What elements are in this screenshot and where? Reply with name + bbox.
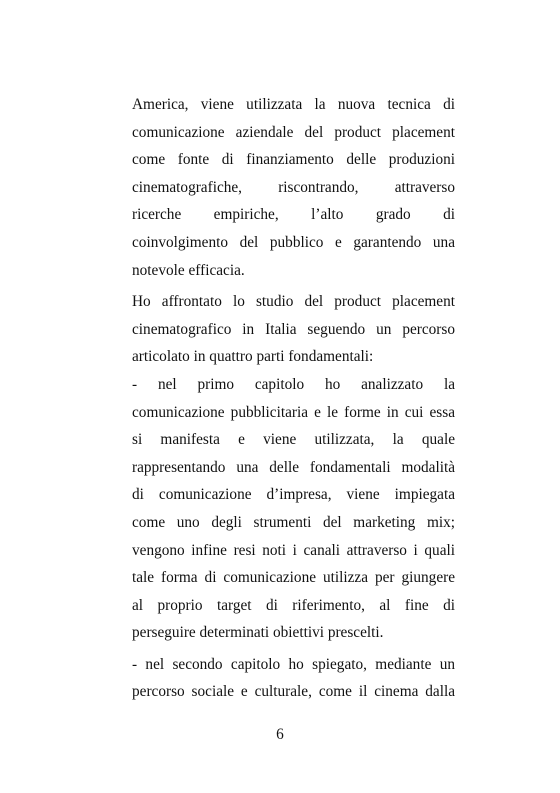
text-line: come uno degli strumenti del marketing mix; bbox=[132, 513, 455, 531]
paragraph bbox=[132, 288, 455, 647]
paragraph bbox=[132, 651, 455, 706]
text-line: America, viene utilizzata la nuova tecnica di bbox=[132, 96, 455, 113]
text-line: al proprio target di riferimento, al fine di bbox=[132, 596, 455, 614]
text-line: tale forma di comunicazione utilizza per giungere bbox=[132, 569, 455, 587]
text-line: ricerche empiriche, l’alto grado di bbox=[132, 206, 455, 224]
text-line: comunicazione aziendale del product placement bbox=[132, 123, 455, 141]
text-line: rappresentando una delle fondamentali modalità bbox=[132, 458, 455, 476]
text-line: vengono infine resi noti i canali attraverso i quali bbox=[132, 541, 455, 559]
text-line: Ho affrontato lo studio del product placement bbox=[132, 293, 455, 311]
paragraph bbox=[132, 91, 455, 284]
text-line: come fonte di finanziamento delle produzioni bbox=[132, 151, 455, 169]
text-line: comunicazione pubblicitaria e le forme in cui essa bbox=[132, 403, 455, 421]
text-line: cinematografiche, riscontrando, attraverso bbox=[132, 178, 455, 196]
text-line: di comunicazione d’impresa, viene impiegata bbox=[132, 486, 455, 504]
text-line: notevole efficacia. bbox=[132, 261, 245, 279]
text-line: articolato in quattro parti fondamentali: bbox=[132, 348, 374, 366]
text-line: perseguire determinati obiettivi prescelti. bbox=[132, 624, 384, 642]
body-text bbox=[132, 91, 455, 706]
text-line: si manifesta e viene utilizzata, la quale bbox=[132, 431, 455, 449]
page-number: 6 bbox=[276, 726, 284, 743]
text-line: - nel secondo capitolo ho spiegato, mediante un bbox=[132, 655, 455, 673]
text-line: cinematografico in Italia seguendo un percorso bbox=[132, 320, 455, 338]
text-line: percorso sociale e culturale, come il cinema dalla bbox=[132, 683, 455, 701]
text-line: coinvolgimento del pubblico e garantendo una bbox=[132, 233, 455, 251]
text-line: - nel primo capitolo ho analizzato la bbox=[132, 375, 455, 393]
